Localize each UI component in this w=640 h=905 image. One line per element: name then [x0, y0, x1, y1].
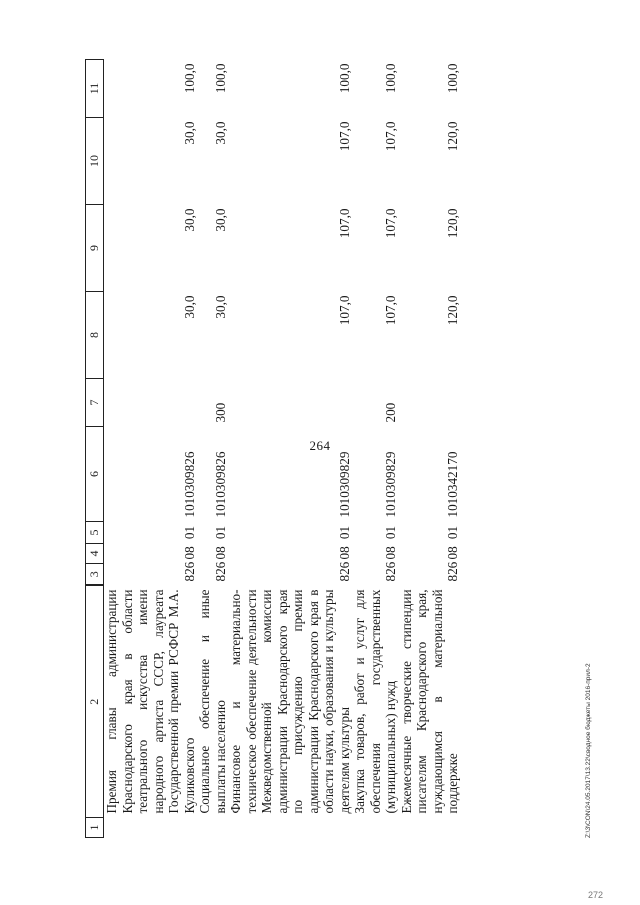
row-cell-c11: 100,0 [336, 63, 352, 94]
row-cell-c10: 107,0 [383, 121, 398, 152]
row-cell-c11: 100,0 [383, 63, 398, 94]
row-cell-c9: 107,0 [336, 208, 352, 239]
row-cell-c4: 08 [383, 546, 398, 560]
table-row [352, 60, 399, 838]
row-cell-c4: 08 [181, 546, 197, 560]
row-cell-c5: 01 [445, 525, 460, 540]
row-cell-c5: 01 [336, 525, 352, 540]
header-cell-10: 10 [86, 118, 104, 205]
row-cell-c4: 08 [212, 546, 228, 560]
footer-file-path: Z:\3\CON\24.05.2017\13.22\сводное бюджеты 2016-прил-2 [585, 663, 592, 838]
row-index-cell [399, 818, 461, 838]
row-cell-c11: 100,0 [445, 63, 460, 94]
row-cell-c10: 30,0 [212, 121, 228, 145]
row-cell-c4: 08 [336, 546, 352, 560]
corner-stamp: 272 [588, 890, 604, 900]
table-row [228, 60, 352, 838]
header-cell-3: 3 [86, 564, 104, 586]
row-cell-c5: 01 [212, 525, 228, 540]
row-cell-c8: 107,0 [336, 295, 352, 326]
row-cell-c7: 200 [383, 402, 398, 423]
header-cell-9: 9 [86, 205, 104, 292]
row-cell-c5: 01 [181, 525, 197, 540]
row-cell-c11: 100,0 [212, 63, 228, 94]
row-index-cell [228, 818, 352, 838]
row-cell-c6: 1010309826 [212, 451, 228, 518]
rotated-table-container [85, 60, 583, 838]
header-cell-1: 1 [86, 818, 104, 838]
header-cell-11: 11 [86, 60, 104, 118]
row-cell-c9: 120,0 [445, 208, 460, 239]
table-row [104, 60, 198, 838]
row-description: Ежемесячные творческие стипендии писателям Краснодарского края, нуждающимся в материальной поддержке [398, 589, 460, 814]
row-index-cell [197, 818, 228, 838]
row-cell-c3: 826 [383, 561, 398, 582]
row-cell-c9: 30,0 [212, 208, 228, 232]
row-cell-c6: 1010309829 [383, 451, 398, 518]
row-cell-c6: 1010309829 [336, 451, 352, 518]
row-cell-c8: 30,0 [212, 295, 228, 319]
row-index-cell [104, 818, 198, 838]
budget-table [85, 59, 461, 838]
row-cell-c11: 100,0 [181, 63, 197, 94]
row-cell-c9: 30,0 [181, 208, 197, 232]
row-cell-c10: 107,0 [336, 121, 352, 152]
row-cell-c3: 826 [336, 561, 352, 582]
row-description: Социальное обеспечение и иные выплаты населению [197, 589, 228, 814]
row-cell-c6: 1010309826 [181, 451, 197, 518]
row-description: Закупка товаров, работ и услуг для обеспечения государственных (муниципальных) нужд [352, 589, 398, 814]
header-cell-6: 6 [86, 427, 104, 522]
row-cell-c10: 30,0 [181, 121, 197, 145]
row-index-cell [352, 818, 399, 838]
row-cell-c7 [104, 379, 198, 427]
table-row [197, 60, 228, 838]
row-description: Финансовое и материально-техническое обеспечение деятельности Межведомственной комиссии администрации Краснодарского края по присуждению премии администрации Краснодарского края в области науки, образования и культуры деятелям культуры [228, 589, 352, 814]
row-cell-c8: 120,0 [445, 295, 460, 326]
row-cell-c4: 08 [445, 546, 460, 560]
row-cell-c10: 120,0 [445, 121, 460, 152]
header-cell-8: 8 [86, 292, 104, 379]
row-description: Премия главы администрации Краснодарского края в области театрального искусства имени народного артиста СССР, лауреата Государственной премии РСФСР М.А. Куликовского [104, 589, 197, 814]
header-cell-7: 7 [86, 379, 104, 427]
row-cell-c7: 300 [212, 402, 228, 423]
row-cell-c3: 826 [212, 561, 228, 582]
header-row [86, 60, 104, 838]
row-cell-c8: 30,0 [181, 295, 197, 319]
header-cell-2: 2 [86, 586, 104, 818]
row-cell-c7 [228, 379, 352, 427]
header-cell-5: 5 [86, 522, 104, 544]
page-number: 264 [309, 438, 331, 453]
row-cell-c9: 107,0 [383, 208, 398, 239]
row-cell-c5: 01 [383, 525, 398, 540]
table-row [399, 60, 461, 838]
row-cell-c6: 1010342170 [445, 451, 460, 518]
header-cell-4: 4 [86, 544, 104, 564]
row-cell-c3: 826 [181, 561, 197, 582]
row-cell-c7 [399, 379, 461, 427]
row-cell-c8: 107,0 [383, 295, 398, 326]
row-cell-c3: 826 [445, 561, 460, 582]
